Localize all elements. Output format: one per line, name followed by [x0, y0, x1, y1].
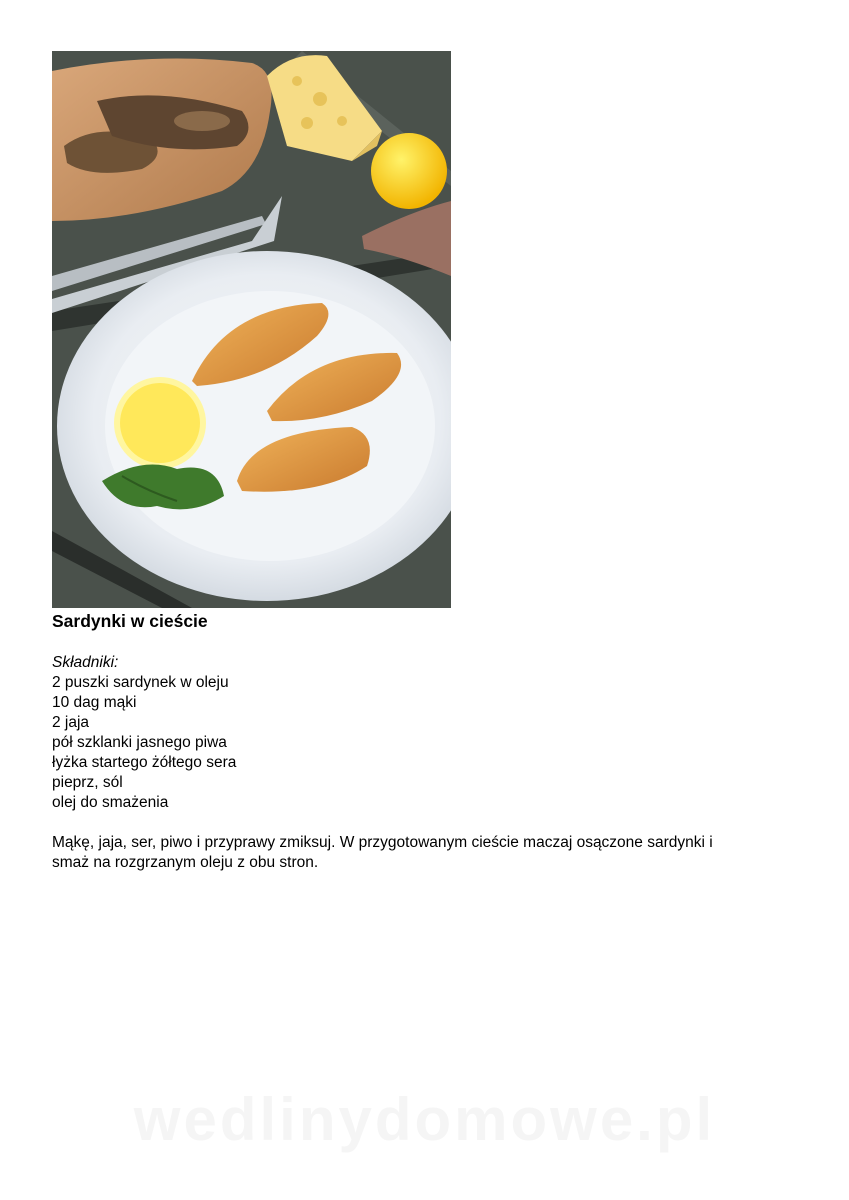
ingredients-list: [52, 653, 236, 813]
ingredient-item: olej do smażenia: [52, 794, 169, 811]
ingredient-item: 2 jaja: [52, 714, 90, 731]
recipe-instructions: [52, 833, 812, 873]
recipe-photo: [52, 51, 451, 608]
ingredient-item: pół szklanki jasnego piwa: [52, 734, 227, 751]
ingredient-item: 2 puszki sardynek w oleju: [52, 674, 229, 691]
instructions-line: smaż na rozgrzanym oleju z obu stron.: [52, 854, 319, 871]
ingredient-item: pieprz, sól: [52, 774, 123, 791]
instructions-line: Mąkę, jaja, ser, piwo i przyprawy zmiksuj. W przygotowanym cieście maczaj osączone sardynki i: [52, 834, 713, 851]
ingredient-item: łyżka startego żółtego sera: [52, 754, 237, 771]
recipe-title: Sardynki w cieście: [52, 611, 208, 631]
ingredients-heading: Składniki:: [52, 654, 119, 671]
ingredient-item: 10 dag mąki: [52, 694, 137, 711]
fried-sardines-plate-illustration: [52, 51, 451, 608]
site-watermark: wedlinydomowe.pl: [133, 1086, 716, 1153]
